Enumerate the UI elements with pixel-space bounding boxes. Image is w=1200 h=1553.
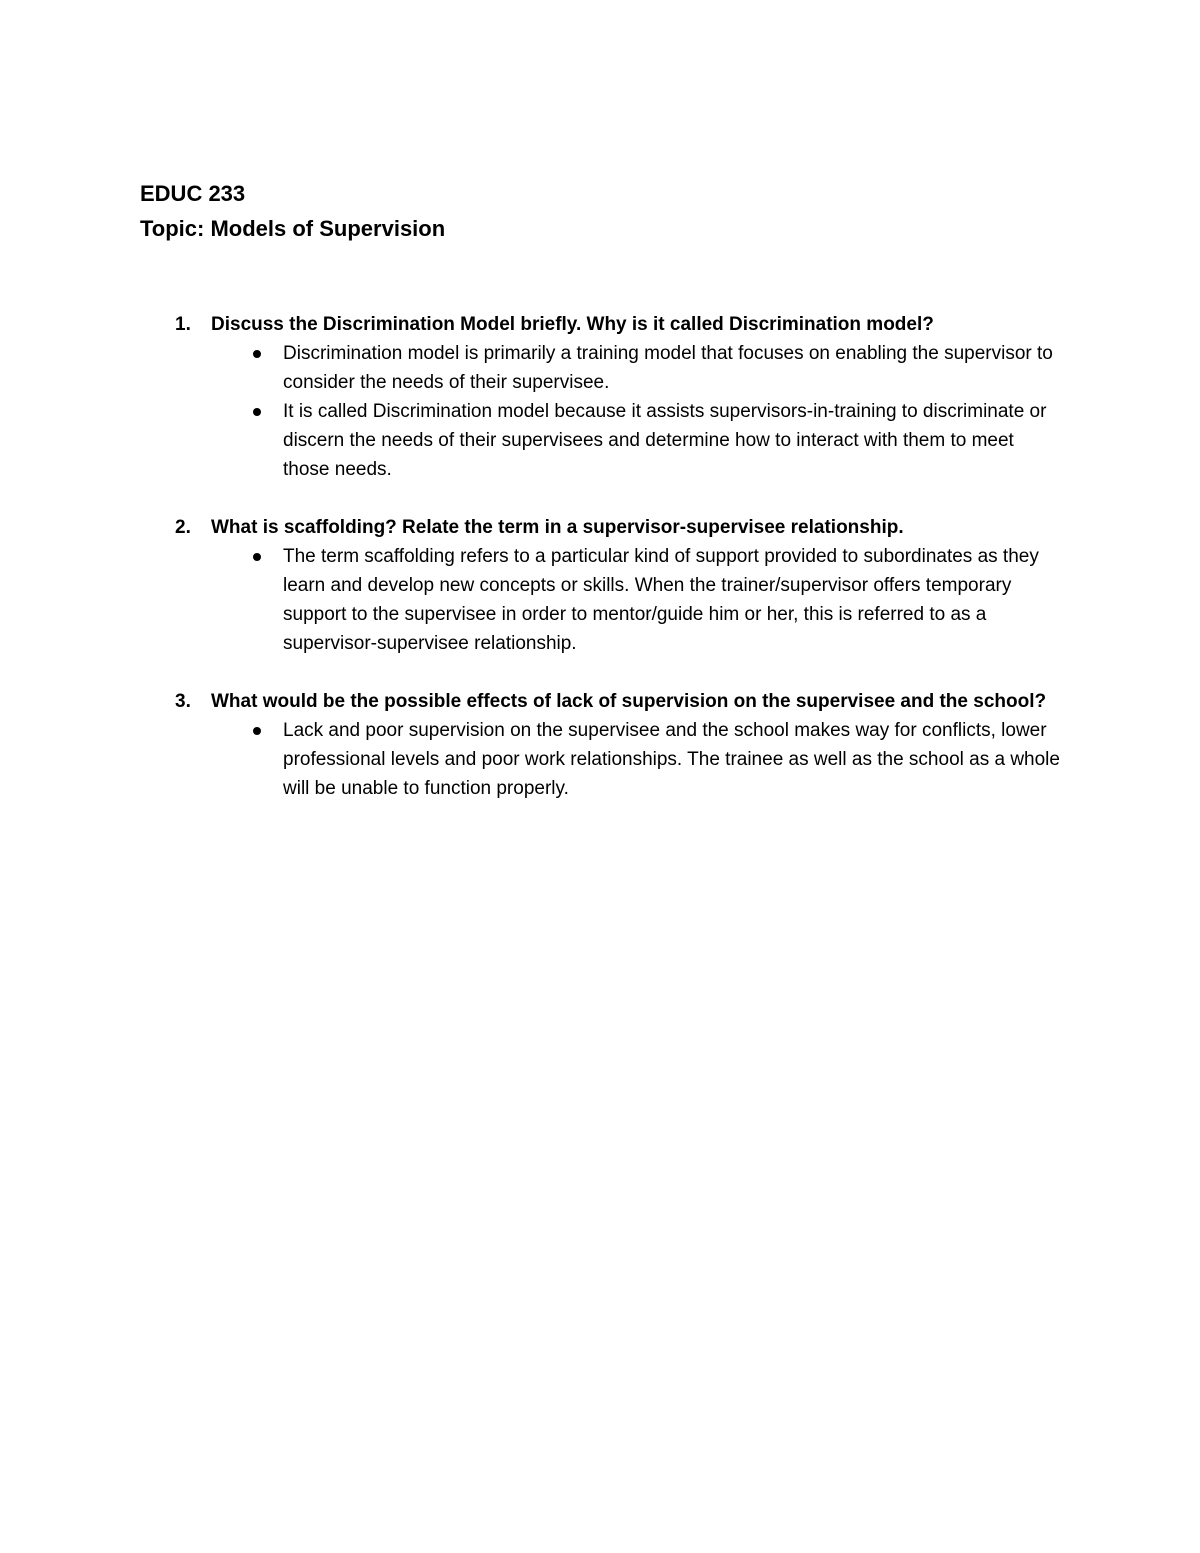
answer-list [140, 716, 1060, 803]
question-text: Discuss the Discrimination Model briefly. Why is it called Discrimination model? [211, 314, 934, 335]
bullet-icon [253, 408, 261, 416]
question-item [140, 513, 1060, 658]
question-list [140, 310, 1060, 832]
answer-item [140, 339, 1060, 397]
bullet-icon [253, 553, 261, 561]
question-text: What is scaffolding? Relate the term in a supervisor-supervisee relationship. [211, 517, 904, 538]
bullet-icon [253, 727, 261, 735]
question-heading [140, 513, 1060, 542]
answer-text: Discrimination model is primarily a training model that focuses on enabling the supervisor to consider the needs of their supervisee. [283, 343, 1053, 393]
course-code: EDUC 233 [140, 181, 246, 206]
question-number: 3. [175, 691, 191, 712]
question-item [140, 687, 1060, 803]
answer-item [140, 716, 1060, 803]
answer-text: It is called Discrimination model because it assists supervisors-in-training to discriminate or discern the needs of their supervisees and determine how to interact with them to meet those needs. [283, 401, 1047, 480]
question-number: 1. [175, 314, 191, 335]
question-number: 2. [175, 517, 191, 538]
document-header [140, 176, 1040, 246]
question-heading [140, 687, 1060, 716]
question-heading [140, 310, 1060, 339]
answer-item [140, 397, 1060, 484]
topic-title: Topic: Models of Supervision [140, 216, 446, 241]
question-text: What would be the possible effects of lack of supervision on the supervisee and the school? [211, 691, 1047, 712]
answer-list [140, 542, 1060, 658]
answer-text: Lack and poor supervision on the supervisee and the school makes way for conflicts, lower professional levels and poor work relationships. The trainee as well as the school as a whole will be unable to function properly. [283, 720, 1060, 799]
answer-list [140, 339, 1060, 484]
question-item [140, 310, 1060, 484]
answer-item [140, 542, 1060, 658]
bullet-icon [253, 350, 261, 358]
answer-text: The term scaffolding refers to a particular kind of support provided to subordinates as they learn and develop new concepts or skills. When the trainer/supervisor offers temporary support to the supervisee in order to mentor/guide him or her, this is referred to as a supervisor-supervisee relationship. [283, 546, 1039, 654]
